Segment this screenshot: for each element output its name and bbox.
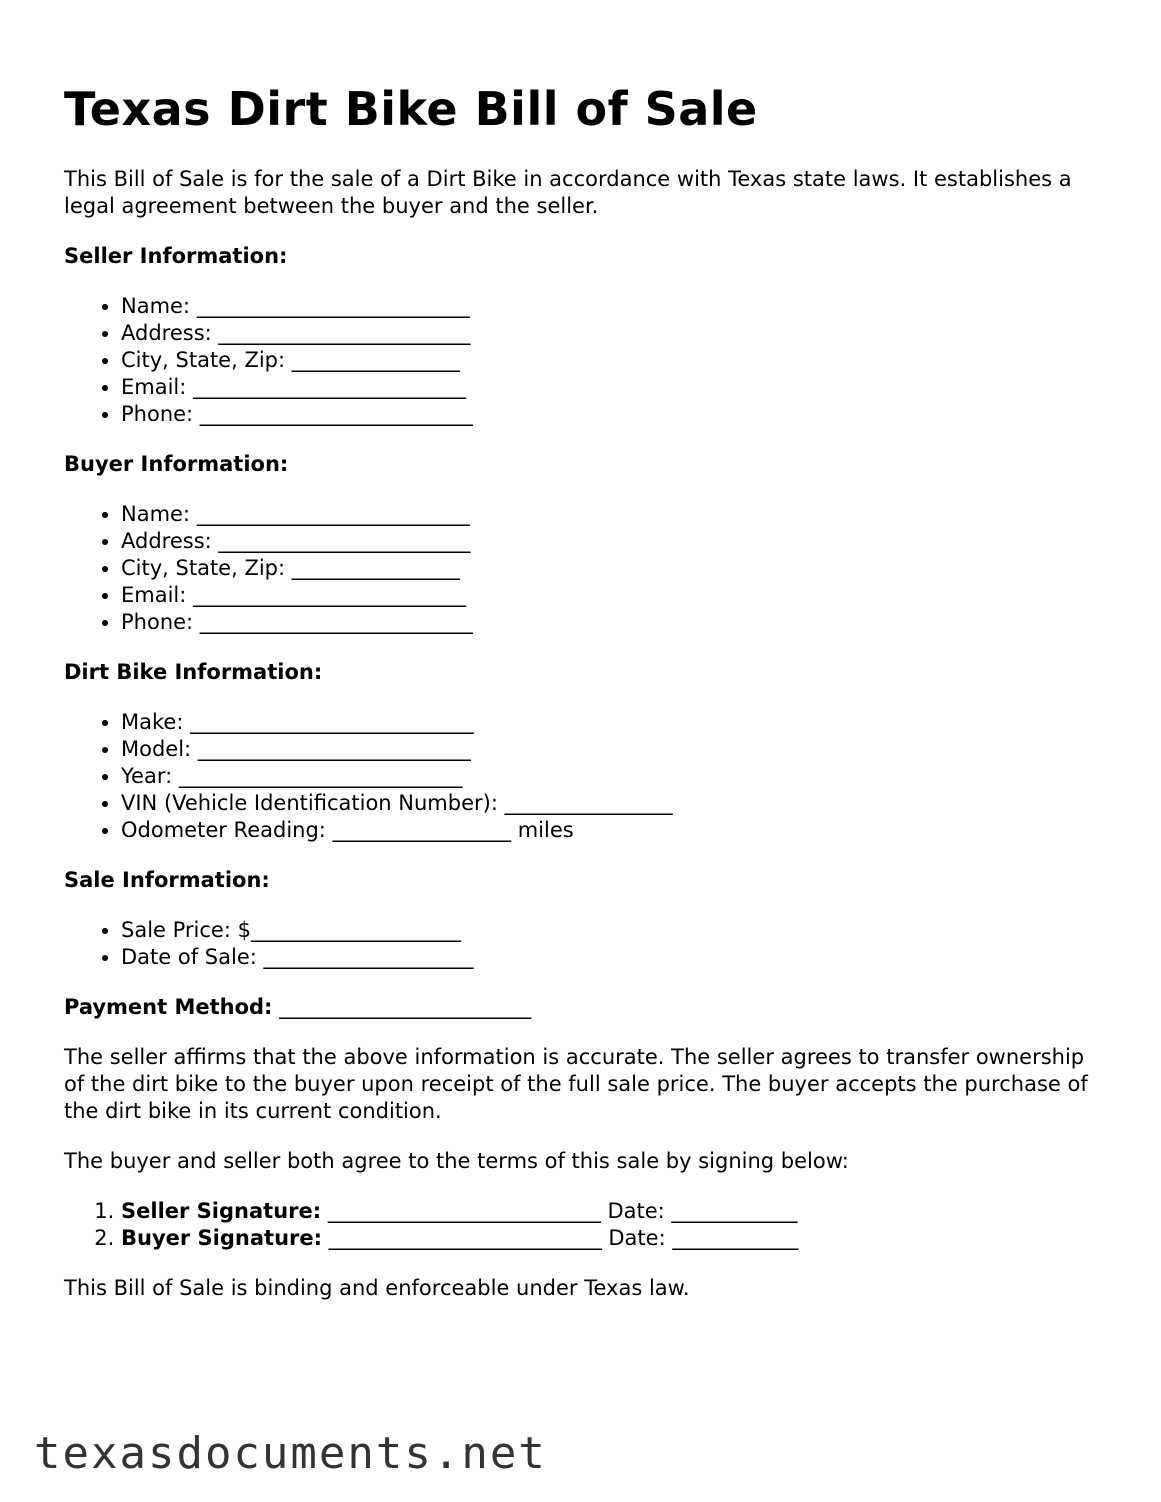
seller-name-field[interactable]: • Name: __________________________ bbox=[121, 293, 1104, 320]
buyer-signature-line[interactable] bbox=[121, 1225, 1104, 1252]
buyer-city-state-zip-field[interactable]: • City, State, Zip: ________________ bbox=[121, 555, 1104, 582]
buyer-heading: Buyer Information: bbox=[64, 452, 289, 476]
payment-method-blank[interactable]: ________________________ bbox=[272, 995, 532, 1019]
sale-heading: Sale Information: bbox=[64, 868, 270, 892]
buyer-signature-blank[interactable]: __________________________ Date: ____________ bbox=[322, 1226, 799, 1250]
buyer-phone-field[interactable]: • Phone: __________________________ bbox=[121, 609, 1104, 636]
seller-fields-list bbox=[64, 293, 1104, 428]
bike-model-field[interactable]: • Model: __________________________ bbox=[121, 736, 1104, 763]
bike-year-field[interactable]: • Year: ___________________________ bbox=[121, 763, 1104, 790]
payment-method-line[interactable] bbox=[64, 994, 1104, 1021]
seller-address-field[interactable]: • Address: ________________________ bbox=[121, 320, 1104, 347]
seller-signature-blank[interactable]: __________________________ Date: ____________ bbox=[321, 1199, 798, 1223]
sale-price-field[interactable]: • Sale Price: $____________________ bbox=[121, 917, 1104, 944]
bike-odometer-field[interactable]: • Odometer Reading: _________________ miles bbox=[121, 817, 1104, 844]
sale-date-field[interactable]: • Date of Sale: ____________________ bbox=[121, 944, 1104, 971]
seller-heading: Seller Information: bbox=[64, 244, 288, 268]
seller-signature-label: Seller Signature: bbox=[121, 1199, 322, 1223]
sale-fields-list bbox=[64, 917, 1104, 971]
document-page bbox=[64, 0, 1104, 1302]
signature-list bbox=[64, 1198, 1104, 1252]
intro-paragraph: This Bill of Sale is for the sale of a Dirt Bike in accordance with Texas state laws. It establishes a legal agreement between the buyer and the seller. bbox=[64, 167, 1072, 218]
agreement-paragraph: The buyer and seller both agree to the terms of this sale by signing below: bbox=[64, 1149, 849, 1173]
document-title: Texas Dirt Bike Bill of Sale bbox=[64, 82, 758, 136]
bike-heading: Dirt Bike Information: bbox=[64, 660, 323, 684]
seller-signature-line[interactable] bbox=[121, 1198, 1104, 1225]
buyer-fields-list bbox=[64, 501, 1104, 636]
buyer-signature-label: Buyer Signature: bbox=[121, 1226, 323, 1250]
seller-city-state-zip-field[interactable]: • City, State, Zip: ________________ bbox=[121, 347, 1104, 374]
bike-fields-list bbox=[64, 709, 1104, 844]
buyer-address-field[interactable]: • Address: ________________________ bbox=[121, 528, 1104, 555]
seller-email-field[interactable]: • Email: __________________________ bbox=[121, 374, 1104, 401]
buyer-name-field[interactable]: • Name: __________________________ bbox=[121, 501, 1104, 528]
bike-make-field[interactable]: • Make: ___________________________ bbox=[121, 709, 1104, 736]
binding-paragraph: This Bill of Sale is binding and enforceable under Texas law. bbox=[64, 1276, 690, 1300]
affirmation-paragraph: The seller affirms that the above information is accurate. The seller agrees to transfer ownership of the dirt bike to the buyer upon receipt of the full sale price. The buyer accepts the purchase of the dirt bike in its current condition. bbox=[64, 1045, 1088, 1123]
payment-method-label: Payment Method: bbox=[64, 995, 273, 1019]
buyer-email-field[interactable]: • Email: __________________________ bbox=[121, 582, 1104, 609]
seller-phone-field[interactable]: • Phone: __________________________ bbox=[121, 401, 1104, 428]
bike-vin-field[interactable]: • VIN (Vehicle Identification Number): ________________ bbox=[121, 790, 1104, 817]
footer-watermark: texasdocuments.net bbox=[34, 1428, 547, 1479]
